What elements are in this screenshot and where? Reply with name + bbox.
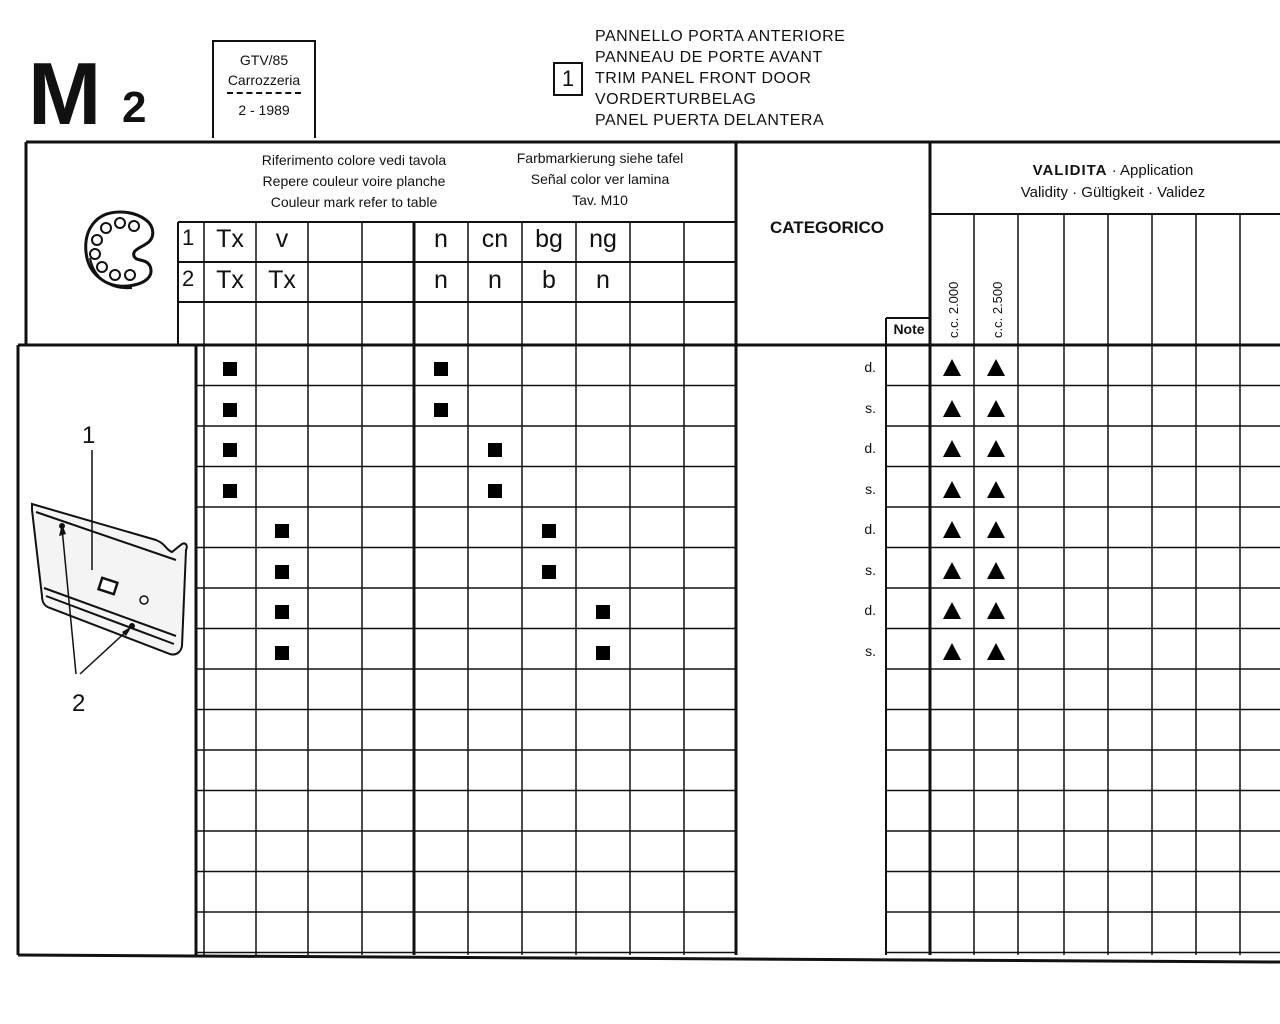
palette-icon [80, 206, 160, 292]
color-mark-row-3-0 [223, 484, 237, 498]
model-name: GTV/85 [239, 52, 289, 68]
color-mark-row-0-0 [223, 362, 237, 376]
part-number-box: 1 [553, 62, 583, 96]
color-code-row1-col-2: v [275, 225, 289, 253]
validity-mark-row-5-0 [943, 562, 961, 579]
color-ref-en: Couleur mark refer to table [270, 194, 438, 210]
side-label-row-1: s. [865, 399, 876, 416]
color-ref-it: Riferimento colore vedi tavola [261, 152, 447, 168]
validity-mark-row-2-1 [987, 440, 1005, 457]
side-label-row-6: d. [864, 602, 876, 618]
color-ref-right [492, 148, 708, 211]
color-code-row2-col-0: 2 [182, 266, 195, 291]
color-code-row2-col-1: Tx [216, 266, 244, 294]
validity-mark-row-6-0 [943, 602, 961, 619]
color-code-row2-col-5: n [434, 266, 448, 294]
validity-subtitle: Validity · Gültigkeit · Validez [1020, 184, 1206, 201]
categorico-header: CATEGORICO [770, 218, 884, 237]
title-de: VORDERTURBELAG [595, 91, 757, 108]
validity-mark-row-0-1 [987, 359, 1005, 376]
validity-mark-row-3-0 [943, 481, 961, 498]
validity-mark-row-5-1 [987, 562, 1005, 579]
validity-mark-row-1-0 [943, 400, 961, 417]
validity-header [1000, 160, 1226, 204]
color-mark-row-7-1 [596, 646, 610, 660]
color-code-row2-col-6: n [488, 266, 502, 294]
color-code-row1-col-1: Tx [216, 225, 244, 253]
side-label-row-0: d. [864, 359, 876, 375]
color-mark-row-6-1 [596, 605, 610, 619]
side-label-row-5: s. [865, 561, 876, 578]
side-label-row-4: d. [864, 521, 876, 537]
color-ref-left [238, 150, 470, 213]
note-header: Note [893, 321, 925, 337]
validity-title: VALIDITA [1032, 162, 1108, 179]
side-label-row-2: d. [864, 440, 876, 456]
engine-2500-label: c.c. 2.500 [990, 281, 1005, 338]
color-mark-row-7-0 [275, 646, 289, 660]
title-en: TRIM PANEL FRONT DOOR [595, 70, 812, 87]
validity-mark-row-7-0 [943, 643, 961, 660]
engine-2000-label: c.c. 2.000 [946, 281, 961, 338]
title-it: PANNELLO PORTA ANTERIORE [595, 28, 846, 45]
title-es: PANEL PUERTA DELANTERA [595, 112, 825, 129]
color-code-row2-col-8: n [596, 266, 610, 294]
validity-mark-row-2-0 [943, 440, 961, 457]
callout-2: 2 [72, 690, 86, 717]
color-ref-fr: Repere couleur voire planche [262, 173, 446, 189]
validity-mark-row-6-1 [987, 602, 1005, 619]
validity-mark-row-3-1 [987, 481, 1005, 498]
model-date: 2 - 1989 [238, 102, 290, 118]
color-ref-es: Señal color ver lamina [530, 171, 670, 187]
color-mark-row-3-1 [488, 484, 502, 498]
validity-application: · Application [1111, 162, 1194, 179]
color-ref-de: Farbmarkierung siehe tafel [516, 150, 684, 166]
color-mark-row-0-1 [434, 362, 448, 376]
color-mark-row-2-1 [488, 443, 502, 457]
callout-1: 1 [82, 422, 96, 449]
validity-mark-row-0-0 [943, 359, 961, 376]
color-ref-table: Tav. M10 [572, 192, 628, 208]
validity-mark-row-7-1 [987, 643, 1005, 660]
color-mark-row-1-0 [223, 403, 237, 417]
validity-mark-row-4-0 [943, 521, 961, 538]
color-mark-row-6-0 [275, 605, 289, 619]
color-mark-row-5-0 [275, 565, 289, 579]
color-code-row1-col-5: n [434, 225, 448, 253]
color-mark-row-5-1 [542, 565, 556, 579]
color-code-row1-col-6: cn [481, 225, 509, 253]
color-code-row2-col-7: b [542, 266, 556, 294]
color-code-row1-col-7: bg [535, 225, 563, 253]
color-mark-row-4-1 [542, 524, 556, 538]
validity-mark-row-4-1 [987, 521, 1005, 538]
sheet-code-sub: 2 [122, 83, 147, 132]
color-mark-row-1-1 [434, 403, 448, 417]
validity-mark-row-1-1 [987, 400, 1005, 417]
color-code-row1-col-8: ng [589, 225, 617, 253]
model-section: Carrozzeria [227, 72, 301, 88]
title-fr: PANNEAU DE PORTE AVANT [595, 49, 823, 66]
side-label-row-3: s. [865, 480, 876, 497]
door-panel-illustration [26, 420, 196, 720]
color-mark-row-2-0 [223, 443, 237, 457]
side-label-row-7: s. [865, 642, 876, 659]
sheet-code: M [28, 44, 100, 143]
color-mark-row-4-0 [275, 524, 289, 538]
color-code-row2-col-2: Tx [268, 266, 296, 294]
color-code-row1-col-0: 1 [182, 225, 195, 250]
